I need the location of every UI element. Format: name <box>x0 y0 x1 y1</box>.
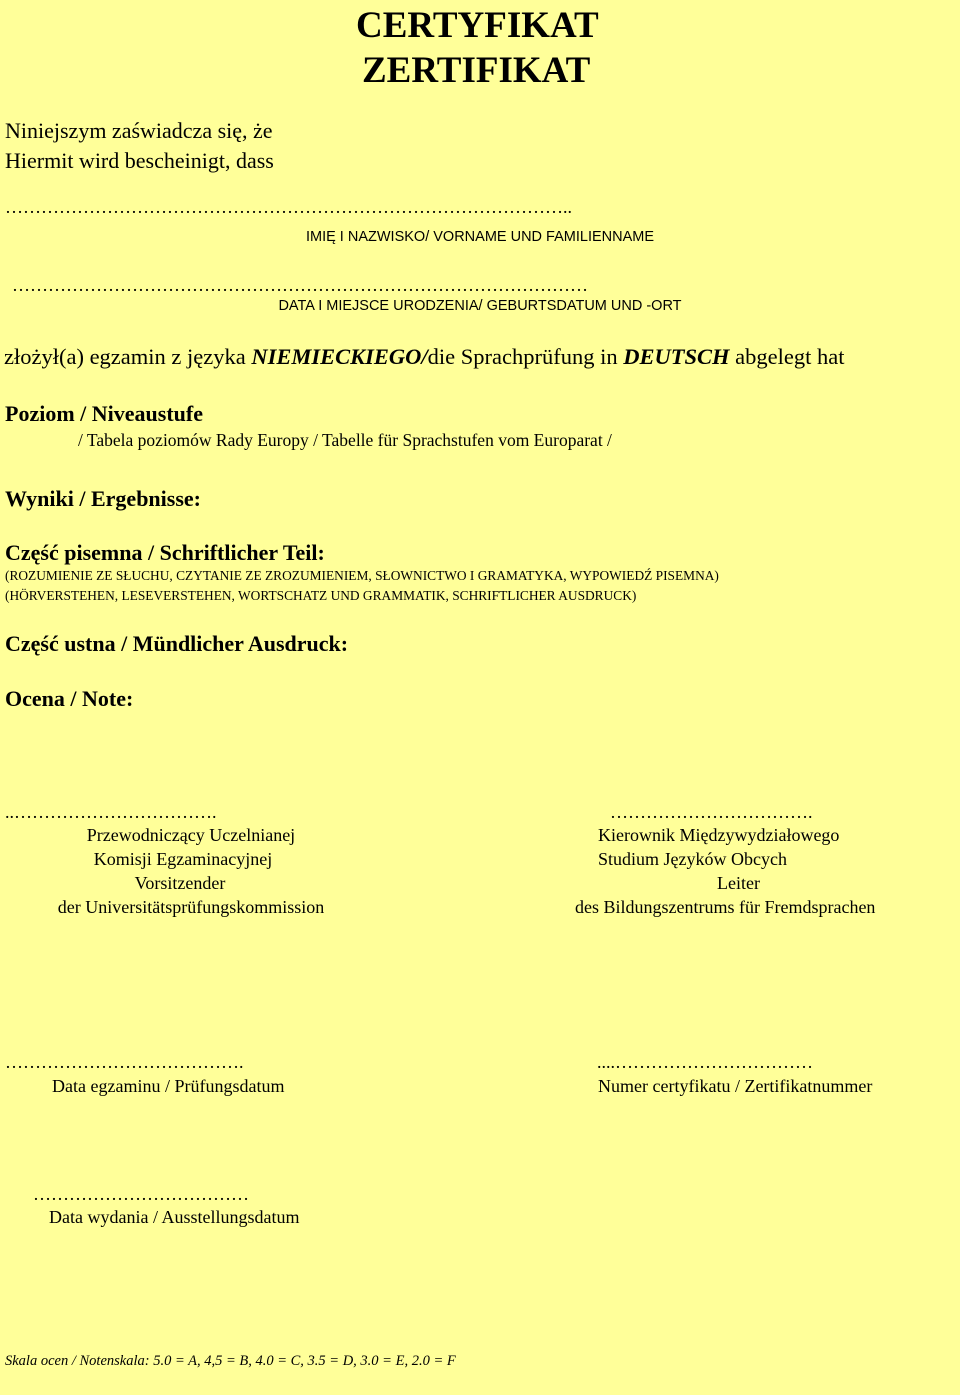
birth-label: DATA I MIEJSCE URODZENIA/ GEBURTSDATUM UND -ORT <box>278 298 682 314</box>
exam-sentence-part1: złożył(a) egzamin z języka <box>4 344 252 369</box>
signature-left-line3: Vorsitzender <box>134 873 226 893</box>
certificate-number-label: Numer certyfikatu / Zertifikatnummer <box>598 1076 873 1096</box>
level-subtitle: / Tabela poziomów Rady Europy / Tabelle für Sprachstufen vom Europarat / <box>78 430 612 450</box>
name-label: IMIĘ I NAZWISKO/ VORNAME UND FAMILIENNAME <box>305 229 655 245</box>
exam-sentence-part3: die Sprachprüfung in <box>427 344 624 369</box>
grading-scale <box>5 1354 456 1369</box>
signature-right-line1: Kierownik Międzywydziałowego <box>598 825 840 845</box>
exam-sentence <box>4 346 845 369</box>
grade-heading: Ocena / Note: <box>5 686 134 711</box>
exam-date-dots: …………………………………. <box>5 1052 244 1072</box>
intro-de: Hiermit wird bescheinigt, dass <box>5 148 274 173</box>
signature-left-dots: ..……………………………. <box>5 802 217 822</box>
signature-right-line2: Studium Języków Obcych <box>598 849 787 869</box>
exam-language-de: DEUTSCH <box>623 344 730 369</box>
signature-left-line4: der Universitätsprüfungskommission <box>57 897 325 917</box>
signature-right-dots: ……………………………. <box>610 802 813 822</box>
title-de: ZERTIFIKAT <box>362 50 591 91</box>
exam-sentence-part5: abgelegt hat <box>729 344 845 369</box>
signature-left-line2: Komisji Egzaminacyjnej <box>93 849 273 869</box>
written-skills-de: (HÖRVERSTEHEN, LESEVERSTEHEN, WORTSCHATZ UND GRAMMATIK, SCHRIFTLICHER AUSDRUCK) <box>5 588 637 603</box>
signature-left-line1: Przewodniczący Uczelnianej <box>86 825 296 845</box>
exam-date-label: Data egzaminu / Prüfungsdatum <box>52 1076 285 1096</box>
signature-right-line3: Leiter <box>717 873 760 893</box>
results-heading: Wyniki / Ergebnisse: <box>5 486 201 511</box>
issue-date-label: Data wydania / Ausstellungsdatum <box>49 1207 300 1227</box>
title-pl: CERTYFIKAT <box>356 5 599 46</box>
name-dotted-line: ………………………………………………………………………………….. <box>5 198 572 216</box>
grading-scale-values: 5.0 = A, 4,5 = B, 4.0 = C, 3.5 = D, 3.0 = E, 2.0 = F <box>149 1353 456 1369</box>
level-heading: Poziom / Niveaustufe <box>5 401 203 426</box>
written-heading: Część pisemna / Schriftlicher Teil: <box>5 540 325 565</box>
issue-date-dots: ……………………………… <box>33 1184 249 1204</box>
intro-pl: Niniejszym zaświadcza się, że <box>5 118 273 143</box>
written-skills-pl: (ROZUMIENIE ZE SŁUCHU, CZYTANIE ZE ZROZUMIENIEM, SŁOWNICTWO I GRAMATYKA, WYPOWIEDŹ PISEMNA) <box>5 568 719 583</box>
grading-scale-label: Skala ocen / Notenskala: <box>5 1353 150 1369</box>
exam-language-pl: NIEMIECKIEGO/ <box>251 344 428 369</box>
signature-right-line4: des Bildungszentrums für Fremdsprachen <box>575 897 876 917</box>
certificate-number-dots: ....…………………………… <box>597 1052 813 1072</box>
oral-heading: Część ustna / Mündlicher Ausdruck: <box>5 631 349 656</box>
birth-dotted-line: …………………………………………………………………………………… <box>12 276 588 294</box>
